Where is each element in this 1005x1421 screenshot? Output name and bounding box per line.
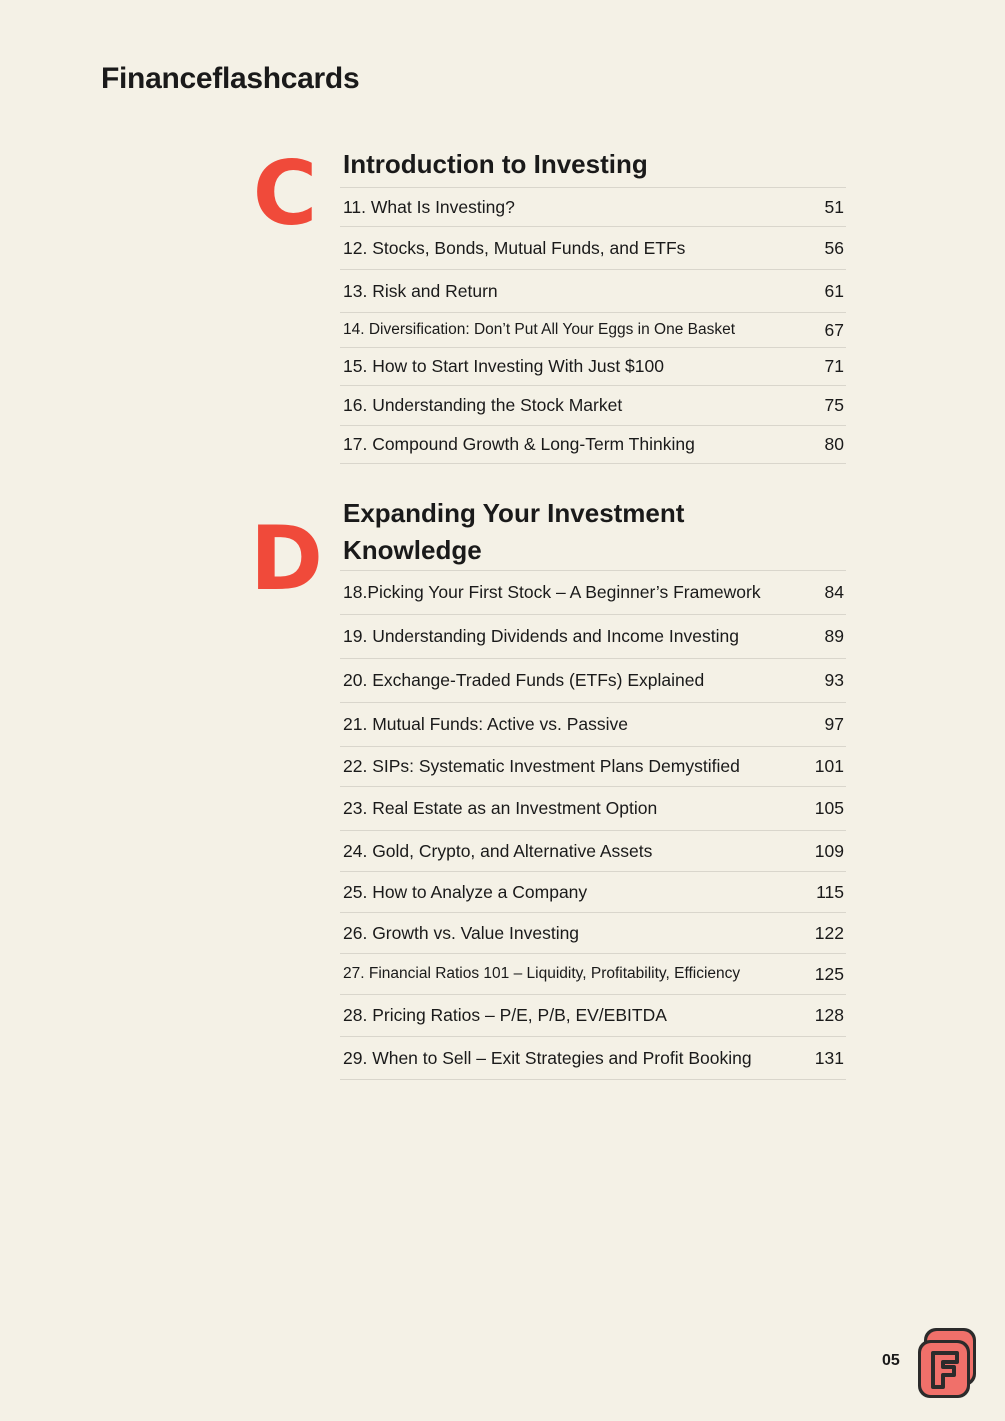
toc-entry-title: 22. SIPs: Systematic Investment Plans Demystified: [343, 756, 740, 776]
toc-entry-title: 16. Understanding the Stock Market: [343, 395, 623, 415]
toc-entry-page: 61: [824, 280, 844, 301]
toc-entry[interactable]: [340, 659, 846, 703]
toc-entry-title: 26. Growth vs. Value Investing: [343, 922, 580, 943]
toc-entry-page: 67: [824, 319, 844, 340]
toc-entry-page: 115: [816, 881, 844, 902]
toc-entry-title: 21. Mutual Funds: Active vs. Passive: [343, 714, 628, 734]
toc-entry-title: 23. Real Estate as an Investment Option: [343, 798, 658, 818]
toc-entry[interactable]: [340, 571, 846, 615]
toc-entry[interactable]: [340, 747, 846, 787]
toc-entry[interactable]: [340, 386, 846, 426]
toc-entry[interactable]: [340, 227, 846, 270]
toc-entry-page: 84: [824, 582, 844, 602]
toc-entry-page: 93: [824, 670, 844, 690]
toc-entry-page: 80: [824, 434, 844, 454]
toc-entry[interactable]: [340, 348, 846, 386]
toc-entry[interactable]: [340, 615, 846, 659]
toc-entry-title: 20. Exchange-Traded Funds (ETFs) Explained: [343, 670, 705, 690]
finance-flashcards-f-logo-icon: [916, 1326, 980, 1400]
toc-entry-page: 128: [814, 1005, 844, 1025]
toc-entry-page: 131: [814, 1047, 844, 1068]
toc-entry-title: 11. What Is Investing?: [343, 196, 515, 217]
toc-entry-title: 28. Pricing Ratios – P/E, P/B, EV/EBITDA: [343, 1005, 667, 1025]
toc-entry[interactable]: [340, 426, 846, 464]
toc-entry-page: 97: [824, 714, 844, 734]
section-title: Expanding Your Investment Knowledge: [343, 498, 685, 565]
toc-list: [340, 187, 846, 464]
toc-entry[interactable]: [340, 1037, 846, 1080]
brand-title: Financeflashcards: [101, 62, 360, 95]
page-number: 05: [882, 1352, 900, 1369]
toc-entry[interactable]: [340, 703, 846, 747]
toc-entry-title: 27. Financial Ratios 101 – Liquidity, Profitability, Efficiency: [343, 965, 741, 982]
toc-entry[interactable]: [340, 954, 846, 995]
section-title: Introduction to Investing: [343, 149, 648, 179]
toc-entry-title: 24. Gold, Crypto, and Alternative Assets: [343, 840, 653, 861]
toc-entry[interactable]: [340, 787, 846, 831]
toc-entry-title: 12. Stocks, Bonds, Mutual Funds, and ETFs: [343, 237, 686, 258]
toc-entry-page: 109: [814, 840, 844, 861]
toc-entry-page: 56: [824, 237, 844, 258]
toc-entry-page: 125: [814, 963, 844, 984]
toc-entry[interactable]: [340, 872, 846, 913]
toc-entry-title: 15. How to Start Investing With Just $100: [343, 356, 664, 376]
toc-entry-title: 17. Compound Growth & Long-Term Thinking: [343, 434, 695, 454]
toc-entry-title: 25. How to Analyze a Company: [343, 881, 588, 902]
toc-entry-page: 89: [824, 626, 844, 646]
toc-entry[interactable]: [340, 270, 846, 313]
toc-entry-page: 101: [814, 756, 844, 776]
toc-entry-title: 18.Picking Your First Stock – A Beginner’s Framework: [343, 582, 761, 602]
toc-entry[interactable]: [340, 995, 846, 1037]
section-letter: C: [252, 142, 318, 245]
toc-entry[interactable]: [340, 913, 846, 954]
toc-entry-page: 75: [824, 395, 844, 415]
toc-entry-title: 19. Understanding Dividends and Income Investing: [343, 626, 739, 646]
toc-entry-page: 105: [814, 798, 844, 818]
toc-entry-title: 14. Diversification: Don’t Put All Your Eggs in One Basket: [343, 321, 736, 338]
toc-entry-page: 122: [814, 922, 844, 943]
toc-entry[interactable]: [340, 188, 846, 227]
toc-list: [340, 570, 846, 1080]
toc-entry[interactable]: [340, 831, 846, 872]
toc-entry-page: 71: [824, 356, 844, 376]
toc-entry[interactable]: [340, 313, 846, 348]
section-letter: D: [250, 507, 324, 610]
toc-entry-page: 51: [824, 196, 844, 217]
toc-entry-title: 29. When to Sell – Exit Strategies and Profit Booking: [343, 1047, 752, 1068]
toc-entry-title: 13. Risk and Return: [343, 280, 498, 301]
